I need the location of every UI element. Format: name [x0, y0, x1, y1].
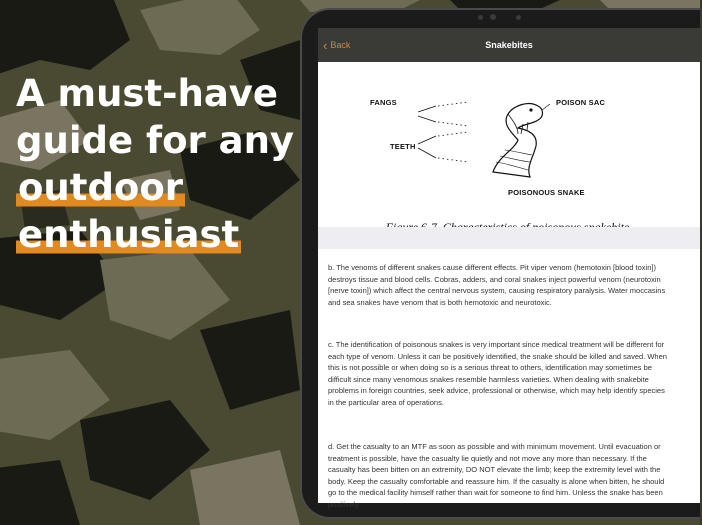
- figure-section: [318, 62, 700, 227]
- camera-icon: [490, 14, 496, 20]
- paragraph-c: c. The identification of poisonous snakes is very important since medical treatment will be different for each type of venom. Unless it can be positively identified, the snake should be killed and saved. When this is not possible or when doing so is a serious threat to others, identification may sometimes be difficult since many venomous snakes resemble harmless varieties. When dealing with snakebite problems in foreign countries, seek advice, professional or otherwise, which may help identify species in the particular area of operations.: [328, 340, 667, 407]
- sensor-dot: [478, 15, 483, 20]
- app-screen: [318, 28, 700, 509]
- paragraph-b: b. The venoms of different snakes cause different effects. Pit viper venom (hemotoxin [blood toxin]) destroys tissue and blood cells. Cobras, adders, and coral snakes inject powerful venom (neurotoxin [nerve toxin]) which affect the central nervous system, causing respiratory paralysis. Water moccasins and sea snakes have venom that is both hemotoxic and neurotoxic.: [328, 263, 666, 307]
- back-label: Back: [330, 40, 351, 50]
- marketing-headline: [16, 70, 296, 258]
- label-teeth: TEETH: [390, 142, 416, 151]
- section-divider: [318, 227, 700, 249]
- ipad-device-frame: [300, 8, 700, 519]
- back-button[interactable]: [323, 28, 350, 62]
- chevron-left-icon: ‹: [323, 37, 328, 53]
- paragraph-d: d. Get the casualty to an MTF as soon as possible and with minimum movement. Until evacuation or treatment is possible, have the casualty lie quietly and not move any more than necessary. If the casualty has been bitten on an extremity, DO NOT elevate the limb; keep the extremity level with the body. Keep the casualty comfortable and reassure him. If the casualty is alone when bitten, he should go to the medical facility himself rather than wait for someone to find him. Unless the snake has been positively: [328, 442, 665, 509]
- page-title: Snakebites: [485, 40, 533, 50]
- headline-line-2: guide for any: [16, 119, 295, 162]
- headline-highlight-2: enthusiast: [18, 213, 240, 256]
- sensor-dot: [516, 15, 521, 20]
- label-poison-sac: POISON SAC: [556, 98, 606, 107]
- headline-highlight-1: outdoor: [18, 166, 184, 209]
- label-fangs: FANGS: [370, 98, 397, 107]
- snake-illustration: [318, 62, 702, 202]
- navigation-bar: [318, 28, 700, 62]
- article-body[interactable]: [318, 249, 700, 509]
- headline-line-1: A must-have: [16, 72, 278, 115]
- label-poisonous-snake: POISONOUS SNAKE: [508, 188, 585, 197]
